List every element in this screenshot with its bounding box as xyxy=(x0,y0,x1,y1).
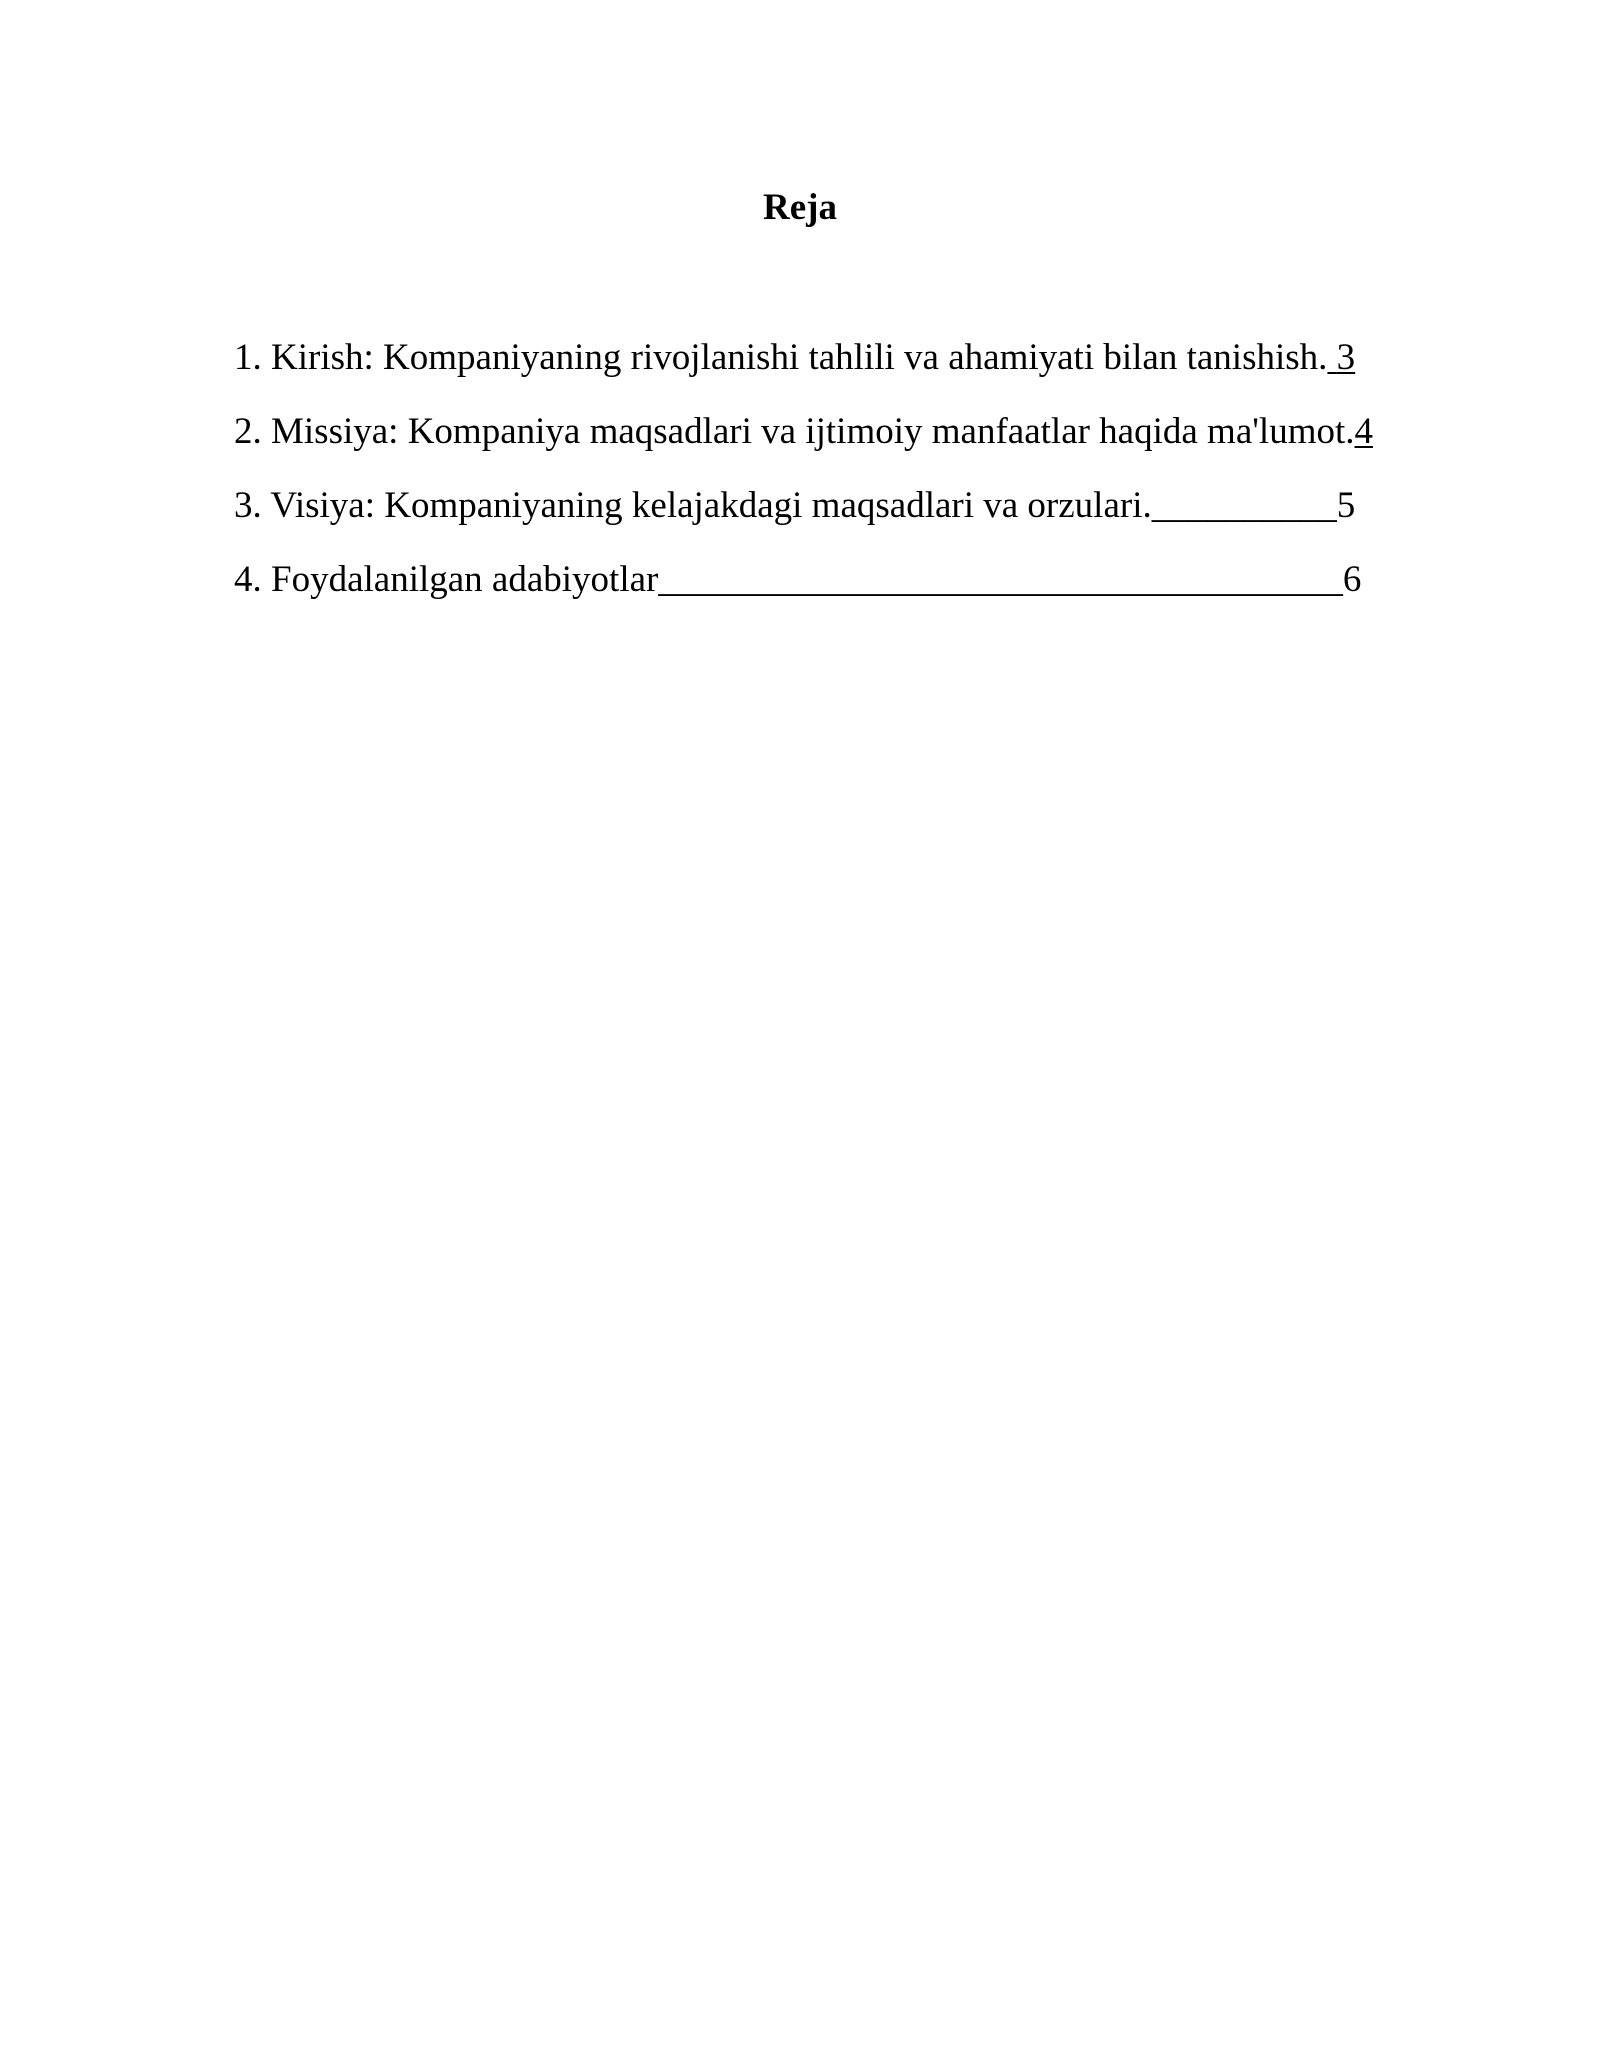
toc-item-leader-page xyxy=(1355,411,1374,452)
toc-item-page-number: 6 xyxy=(1342,559,1362,600)
toc-item-page-number: 4 xyxy=(1354,411,1374,452)
toc-item-text: 4. Foydalanilgan adabiyotlar xyxy=(234,559,659,600)
page-title: Reja xyxy=(763,187,837,228)
toc-item-leader xyxy=(1327,337,1336,378)
toc-item-page-number: 5 xyxy=(1336,485,1356,526)
toc-item-leader-page xyxy=(1327,337,1355,378)
toc-item-text: 3. Visiya: Kompaniyaning kelajakdagi maqsadlari va orzulari. xyxy=(234,485,1152,526)
toc-item-vision xyxy=(234,484,1374,558)
toc-item-leader: _____________________________________ xyxy=(658,559,1343,600)
toc-item-text: 1. Kirish: Kompaniyaning rivojlanishi tahlili va ahamiyati bilan tanishish. xyxy=(234,337,1328,378)
toc-item-mission xyxy=(234,410,1374,484)
toc-item-references xyxy=(234,558,1374,632)
toc-item-page-number: 3 xyxy=(1336,337,1356,378)
toc-item-text: 2. Missiya: Kompaniya maqsadlari va ijtimoiy manfaatlar haqida ma'lumot. xyxy=(234,411,1355,452)
table-of-contents xyxy=(234,336,1374,632)
toc-item-leader: __________ xyxy=(1151,485,1337,526)
toc-item-introduction xyxy=(234,336,1374,410)
